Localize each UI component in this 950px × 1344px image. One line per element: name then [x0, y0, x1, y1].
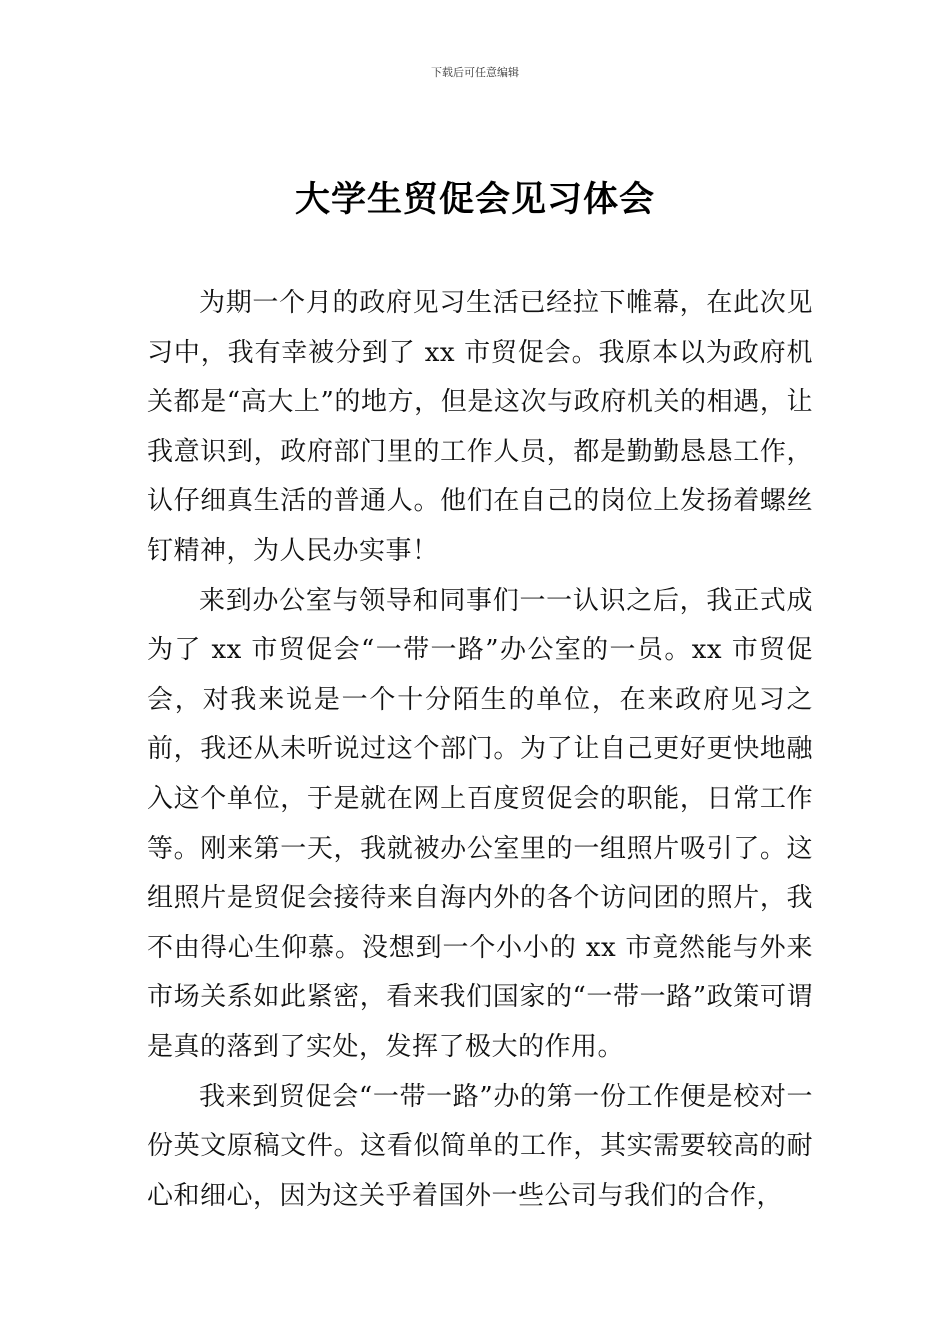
document-body: [147, 279, 813, 1221]
paragraph: 我来到贸促会“一带一路”办的第一份工作便是校对一份英文原稿文件。这看似简单的工作，其实需要较高的耐心和细心，因为这关乎着国外一些公司与我们的合作，: [147, 1081, 813, 1211]
paragraph: 来到办公室与领导和同事们一一认识之后，我正式成为了 xx 市贸促会“一带一路”办公室的一员。xx 市贸促会，对我来说是一个十分陌生的单位，在来政府见习之前，我还从未听说过这个部门。为了让自己更好更快地融入这个单位，于是就在网上百度贸促会的职能，日常工作等。刚来第一天，我就被办公室里的一组照片吸引了。这组照片是贸促会接待来自海内外的各个访问团的照片，我不由得心生仰慕。没想到一个小小的 xx 市竟然能与外来市场关系如此紧密，看来我们国家的“一带一路”政策可谓是真的落到了实处，发挥了极大的作用。: [147, 585, 813, 1062]
paragraph: 为期一个月的政府见习生活已经拉下帷幕，在此次见习中，我有幸被分到了 xx 市贸促会。我原本以为政府机关都是“高大上”的地方，但是这次与政府机关的相遇，让我意识到，政府部门里的工作人员，都是勤勤恳恳工作，认仔细真生活的普通人。他们在自己的岗位上发扬着螺丝钉精神，为人民办实事！: [147, 288, 813, 566]
document-title: 大学生贸促会见习体会: [294, 180, 655, 220]
header-note: 下载后可任意编辑: [431, 66, 519, 79]
